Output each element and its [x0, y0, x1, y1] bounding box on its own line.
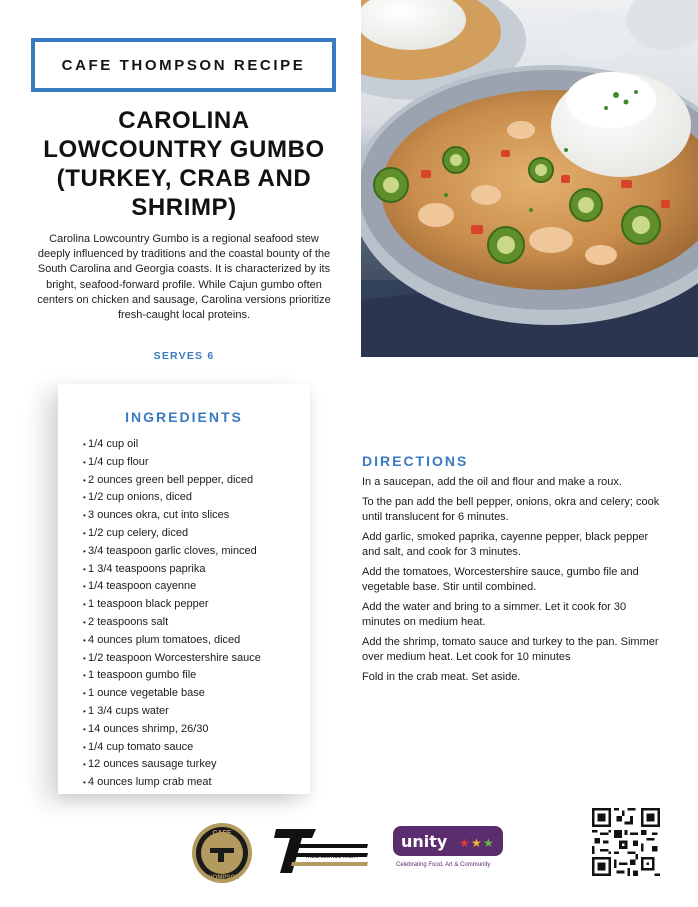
star-icon: ★ — [471, 836, 482, 850]
recipe-header-label: CAFE THOMPSON RECIPE — [61, 56, 306, 74]
ingredient-item: • 1 3/4 cups water — [83, 703, 307, 721]
unity-logo-tagline: Celebrating Food, Art & Community — [396, 862, 491, 868]
ingredient-item: • 2 ounces green bell pepper, diced — [83, 472, 307, 490]
ingredient-item: • 1 3/4 teaspoons paprika — [83, 561, 307, 579]
directions-title: DIRECTIONS — [362, 453, 469, 469]
direction-step: Add the water and bring to a simmer. Let it cook for 30 minutes on medium heat. — [362, 601, 627, 628]
ingredient-item: • 2 teaspoons salt — [83, 614, 307, 632]
gumbo-photo-illustration — [361, 0, 698, 357]
recipe-title: CAROLINA LOWCOUNTRY GUMBO (TURKEY, CRAB AND SHRIMP) — [43, 107, 325, 221]
star-icon: ★ — [483, 836, 494, 850]
thompson-hospitality-text: THOMPSON HOSPITALITY — [305, 854, 359, 859]
cafe-logo-top-text: CAFE — [212, 830, 232, 837]
ingredient-item: • 1/2 cup onions, diced — [83, 489, 307, 507]
ingredients-title: INGREDIENTS — [125, 409, 243, 425]
recipe-header-box — [31, 38, 336, 92]
unity-logo-mark — [393, 826, 505, 870]
ingredient-item: • 1 ounce vegetable base — [83, 685, 307, 703]
ingredient-item: • 14 ounces shrimp, 26/30 — [83, 721, 307, 739]
unity-logo-word: unity — [401, 832, 448, 851]
ingredient-item: • 1 teaspoon black pepper — [83, 596, 307, 614]
direction-step: Add the tomatoes, Worcestershire sauce, gumbo file and vegetable base. Stir until combined. — [362, 566, 639, 593]
ingredients-card — [58, 384, 310, 794]
unity-logo — [393, 826, 505, 870]
ingredient-item: • 1/4 cup tomato sauce — [83, 739, 307, 757]
ingredient-item: • 1/2 cup celery, diced — [83, 525, 307, 543]
direction-step: Fold in the crab meat. Set aside. — [362, 671, 521, 683]
cafe-logo-bottom-text: THOMPSON — [204, 875, 240, 881]
direction-step: Add garlic, smoked paprika, cayenne pepper, black pepper and salt, and cook for 3 minutes. — [362, 531, 649, 558]
qr-code[interactable] — [592, 808, 660, 876]
ingredient-item: • 1/4 teaspoon cayenne — [83, 578, 307, 596]
direction-step: In a saucepan, add the oil and flour and make a roux. — [362, 476, 622, 488]
qr-code-icon — [592, 808, 660, 876]
star-icon: ★ — [459, 836, 470, 850]
thompson-hospitality-logo — [272, 826, 376, 876]
ingredient-item: • 1/4 cup flour — [83, 454, 307, 472]
ingredient-item: • 4 ounces lump crab meat — [83, 774, 307, 792]
ingredient-item: • 3/4 teaspoon garlic cloves, minced — [83, 543, 307, 561]
directions-steps — [362, 475, 662, 690]
ingredient-item: • 1/2 teaspoon Worcestershire sauce — [83, 650, 307, 668]
ingredients-list — [83, 436, 307, 792]
direction-step: Add the shrimp, tomato sauce and turkey to the pan. Simmer over medium heat. Let cook for 10 minutes — [362, 636, 659, 663]
gumbo-photo — [361, 0, 698, 357]
thompson-hospitality-logo-mark — [272, 826, 376, 876]
ingredient-item: • 1 teaspoon gumbo file — [83, 667, 307, 685]
direction-step: To the pan add the bell pepper, onions, okra and celery; cook until translucent for 6 minutes. — [362, 496, 660, 523]
ingredient-item: • 1/4 cup oil — [83, 436, 307, 454]
ingredient-item: • 12 ounces sausage turkey — [83, 756, 307, 774]
ingredient-item: • 3 ounces okra, cut into slices — [83, 507, 307, 525]
recipe-description: Carolina Lowcountry Gumbo is a regional seafood stew deeply influenced by traditions and the coastal bounty of the South Carolina and Georgia coasts. It is characterized by its bright, seafood-forward profile. While Cajun gumbo often centers on chicken and sausage, Carolina versions prioritize fresh-caught local proteins. — [37, 233, 331, 322]
cafe-thompson-logo-mark — [191, 822, 253, 884]
serves-label: SERVES 6 — [153, 350, 215, 362]
cafe-thompson-logo — [191, 822, 253, 884]
ingredient-item: • 4 ounces plum tomatoes, diced — [83, 632, 307, 650]
